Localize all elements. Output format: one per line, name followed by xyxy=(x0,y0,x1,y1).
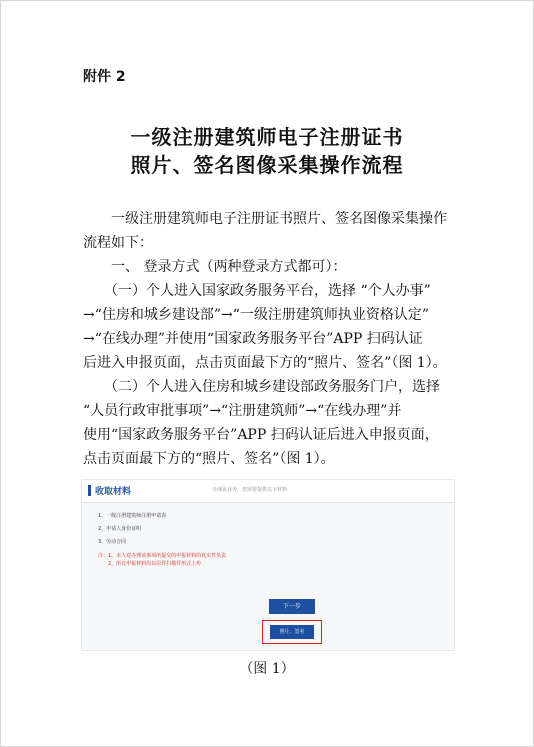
figure-header-subtitle: 办理该业务，您需要提供以下材料 xyxy=(212,487,288,493)
body-line: 流程如下： xyxy=(83,235,153,251)
material-note: 注：1、本人对办理该事项所提交的申报材料的真实性负责 xyxy=(98,553,227,559)
material-item: 3、劳动合同 xyxy=(98,539,127,545)
body-line: 一、 登录方式（两种登录方式都可）： xyxy=(83,259,347,275)
photo-sign-button[interactable]: 照片、签名 xyxy=(270,625,314,639)
body-line: “人员行政审批事项”→“注册建筑师”→“在线办理”并 xyxy=(83,403,402,419)
body-line: （一）个人进入国家政务服务平台，选择 “个人办事” xyxy=(83,283,431,299)
body-line: →“在线办理”并使用“国家政务服务平台”APP 扫码认证 xyxy=(83,331,423,347)
material-item: 1、一级注册建筑师注册申请表 xyxy=(98,513,167,519)
next-step-button[interactable]: 下一步 xyxy=(269,599,315,614)
body-line: 使用“国家政务服务平台”APP 扫码认证后进入申报页面， xyxy=(83,427,439,443)
material-item: 2、申请人身份证明 xyxy=(98,526,142,532)
header-accent-bar xyxy=(88,485,91,496)
figure-header-title: 收取材料 xyxy=(95,487,132,497)
body-line: （二）个人进入住房和城乡建设部政务服务门户，选择 xyxy=(83,379,440,395)
annex-label: 附件 2 xyxy=(83,69,126,85)
body-line: →“住房和城乡建设部”→“一级注册建筑师执业资格认定” xyxy=(83,307,430,323)
figure-caption: （图 1） xyxy=(239,661,295,677)
document-title-line-2: 照片、签名图像采集操作流程 xyxy=(130,153,404,177)
material-note: 2、所有申报材料均以原件扫描件形式上传 xyxy=(98,561,202,567)
figure-header xyxy=(82,480,454,503)
figure-screenshot xyxy=(81,479,455,651)
body-line: 点击页面最下方的“照片、签名”（图 1）。 xyxy=(83,451,335,467)
body-line: 后进入申报页面，点击页面最下方的“照片、签名”（图 1）。 xyxy=(83,355,447,371)
body-line: 一级注册建筑师电子注册证书照片、签名图像采集操作 xyxy=(83,211,447,227)
photo-sign-highlight xyxy=(262,620,322,644)
document-title-line-1: 一级注册建筑师电子注册证书 xyxy=(130,125,404,149)
